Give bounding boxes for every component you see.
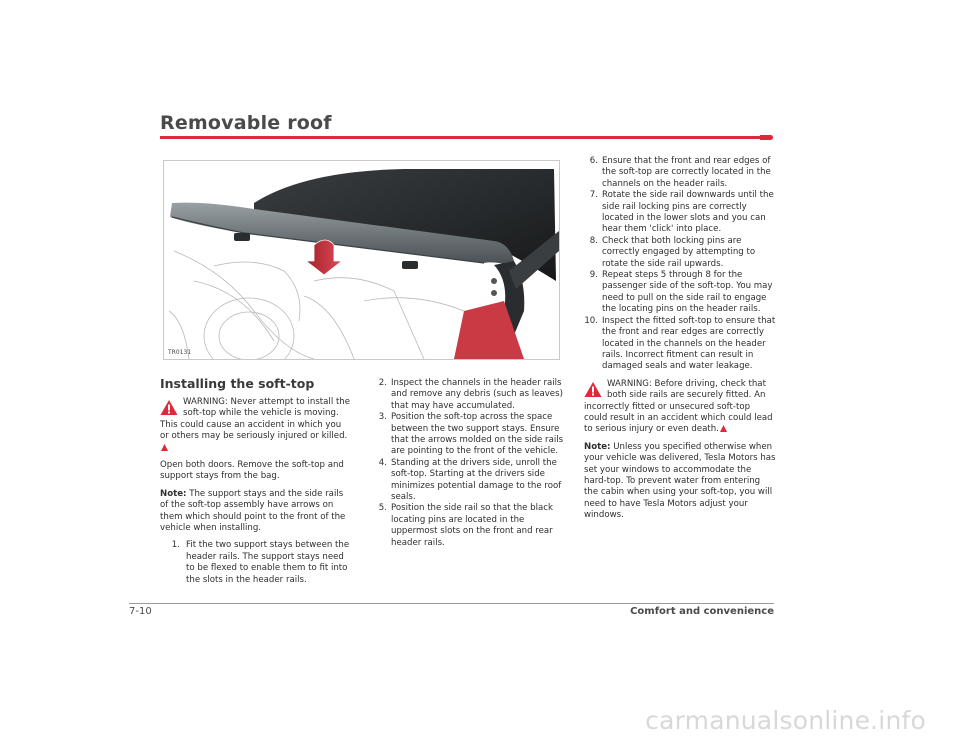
watermark: carmanualsonline.info (645, 706, 926, 735)
step-number: 1. (171, 540, 180, 551)
note-1-label: Note: (160, 488, 187, 499)
step-text: Standing at the drivers side, unroll the soft-top. Starting at the drivers side minimizes potential damage to the roof seals. (391, 457, 562, 503)
page-number: 7-10 (129, 606, 152, 617)
step-number: 9. (589, 270, 598, 281)
column-2 (373, 378, 565, 555)
list-item (373, 412, 565, 458)
step-text: Ensure that the front and rear edges of the soft-top are correctly located in the channels on the header rails. (602, 156, 771, 189)
step-text: Inspect the fitted soft-top to ensure that the front and rear edges are correctly located in the channels on the header rails. Incorrect fitment can result in damaged seals and water leakage. (602, 315, 776, 372)
list-item (584, 190, 776, 236)
list-item (584, 156, 776, 190)
warning-block-1 (160, 397, 352, 454)
step-text: Repeat steps 5 through 8 for the passenger side of the soft-top. You may need to pull on the side rail to engage the locating pins on the header rails. (602, 270, 773, 315)
warning-text-1: WARNING: Never attempt to install the soft-top while the vehicle is moving. This could cause an accident in which you or others may be seriously injured or killed. (160, 397, 351, 442)
soft-top-installation-illustration (164, 161, 559, 359)
step-number: 5. (378, 503, 387, 514)
warning-end-icon (720, 425, 727, 432)
warning-icon (160, 399, 178, 416)
list-item (373, 458, 565, 504)
list-item (160, 540, 352, 586)
step-text: Inspect the channels in the header rails and remove any debris (such as leaves) that may have accumulated. (391, 378, 563, 411)
steps-list-col1 (160, 540, 352, 586)
list-item (373, 378, 565, 412)
step-text: Check that both locking pins are correctly engaged by attempting to rotate the side rail upwards. (602, 235, 756, 269)
step-text: Position the side rail so that the black locating pins are located in the uppermost slots on the front and rear header rails. (391, 503, 553, 548)
page-title: Removable roof (160, 112, 332, 134)
intro-paragraph: Open both doors. Remove the soft-top and support stays from the bag. (160, 460, 344, 482)
list-item (584, 236, 776, 270)
warning-text-2: WARNING: Before driving, check that both side rails are securely fitted. An incorrectly fitted or unsecured soft-top could result in an accident which could lead to serious injury or even death. (584, 378, 773, 435)
step-text: Rotate the side rail downwards until the side rail locking pins are correctly located in the lower slots and you can hear them 'click' into place. (602, 190, 774, 235)
list-item (584, 316, 776, 373)
section-heading: Installing the soft-top (160, 376, 315, 391)
note-2-label: Note: (584, 441, 611, 452)
title-rule (160, 136, 772, 139)
step-number: 4. (378, 457, 387, 468)
step-number: 6. (589, 156, 598, 166)
note-1 (160, 489, 352, 535)
steps-list-col2 (373, 378, 565, 549)
step-number: 10. (584, 315, 598, 326)
column-1 (160, 376, 352, 592)
figure-code: TR0131 (168, 349, 192, 356)
footer-rule (129, 603, 774, 604)
step-number: 7. (589, 190, 598, 201)
step-number: 2. (378, 378, 387, 388)
note-2-text: Unless you specified otherwise when your vehicle was delivered, Tesla Motors has set your windows to accommodate the hard-top. To prevent water from entering the cabin when using your soft-top, you will need to have Tesla Motors adjust your windows. (584, 441, 776, 521)
warning-block-2 (584, 379, 776, 436)
column-3 (584, 156, 776, 528)
footer-section: Comfort and convenience (630, 606, 774, 617)
steps-list-col3 (584, 156, 776, 373)
soft-top-figure (163, 160, 560, 360)
note-1-text: The support stays and the side rails of the soft-top assembly have arrows on them which should point to the front of the vehicle when installing. (160, 488, 346, 534)
step-text: Position the soft-top across the space between the two support stays. Ensure that the arrows molded on the side rails are pointing to the front of the vehicle. (391, 412, 564, 457)
warning-icon (584, 381, 602, 398)
warning-end-icon (161, 444, 168, 451)
step-text: Fit the two support stays between the header rails. The support stays need to be flexed to enable them to fit into the slots in the header rails. (186, 540, 350, 585)
list-item (373, 503, 565, 549)
title-rule-cap (760, 135, 773, 140)
note-2 (584, 442, 776, 522)
list-item (584, 270, 776, 316)
step-number: 3. (378, 412, 387, 423)
step-number: 8. (589, 235, 598, 246)
